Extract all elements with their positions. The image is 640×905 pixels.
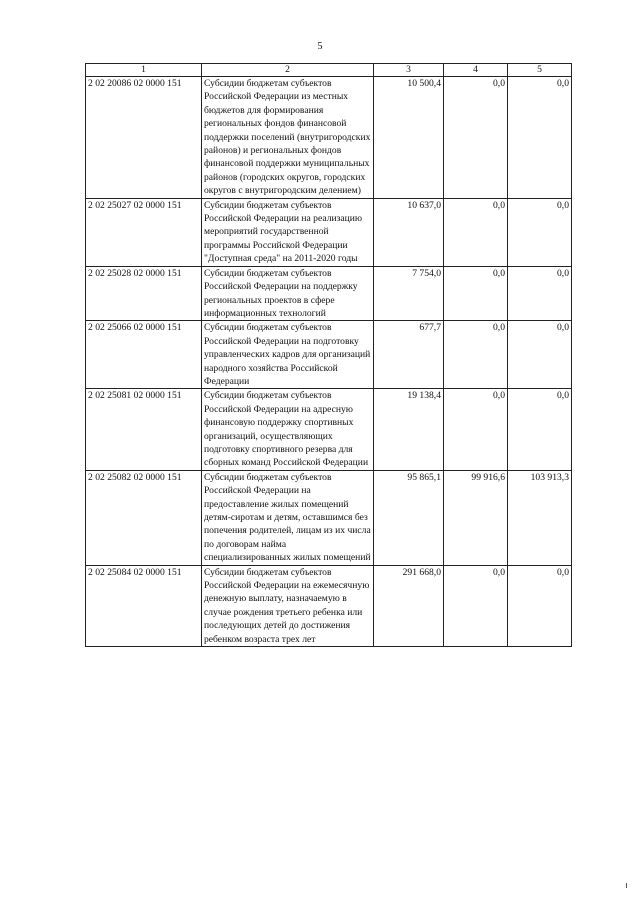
amount-col3-cell: 95 865,1 xyxy=(374,470,444,565)
scan-edge-mark xyxy=(626,883,627,888)
column-header-1: 1 xyxy=(86,64,202,77)
table-row xyxy=(86,198,572,266)
description-cell: Субсидии бюджетам субъектов Российской Федерации на подготовку управленческих кадров для организаций народного хозяйства Российской Федерации xyxy=(202,321,374,389)
amount-col5-cell: 0,0 xyxy=(508,565,572,646)
amount-col5-cell: 0,0 xyxy=(508,266,572,321)
column-header-5: 5 xyxy=(508,64,572,77)
budget-code-cell: 2 02 25028 02 0000 151 xyxy=(86,266,202,321)
table-row xyxy=(86,266,572,321)
amount-col4-cell: 0,0 xyxy=(444,389,508,470)
amount-col4-cell: 99 916,6 xyxy=(444,470,508,565)
budget-code-cell: 2 02 25084 02 0000 151 xyxy=(86,565,202,646)
amount-col4-cell: 0,0 xyxy=(444,266,508,321)
amount-col4-cell: 0,0 xyxy=(444,198,508,266)
amount-col4-cell: 0,0 xyxy=(444,321,508,389)
description-cell: Субсидии бюджетам субъектов Российской Федерации на реализацию мероприятий государственной программы Российской Федерации "Доступная среда" на 2011-2020 годы xyxy=(202,198,374,266)
table-header-row xyxy=(86,64,572,77)
description-cell: Субсидии бюджетам субъектов Российской Федерации на ежемесячную денежную выплату, назначаемую в случае рождения третьего ребенка или последующих детей до достижения ребенком возраста трех лет xyxy=(202,565,374,646)
amount-col5-cell: 0,0 xyxy=(508,198,572,266)
budget-code-cell: 2 02 25066 02 0000 151 xyxy=(86,321,202,389)
budget-code-cell: 2 02 25027 02 0000 151 xyxy=(86,198,202,266)
budget-table xyxy=(85,63,572,647)
column-header-4: 4 xyxy=(444,64,508,77)
amount-col3-cell: 677,7 xyxy=(374,321,444,389)
description-cell: Субсидии бюджетам субъектов Российской Федерации на адресную финансовую поддержку спортивных организаций, осуществляющих подготовку спортивного резерва для сборных команд Российской Федерации xyxy=(202,389,374,470)
page-number: 5 xyxy=(317,41,323,52)
amount-col3-cell: 10 637,0 xyxy=(374,198,444,266)
table-row xyxy=(86,321,572,389)
amount-col5-cell: 0,0 xyxy=(508,389,572,470)
table-row xyxy=(86,565,572,646)
amount-col4-cell: 0,0 xyxy=(444,565,508,646)
column-header-2: 2 xyxy=(202,64,374,77)
budget-code-cell: 2 02 25081 02 0000 151 xyxy=(86,389,202,470)
description-cell: Субсидии бюджетам субъектов Российской Федерации на предоставление жилых помещений детям-сиротам и детям, оставшимся без попечения родителей, лицам из их числа по договорам найма специализированных жилых помещений xyxy=(202,470,374,565)
budget-code-cell: 2 02 25082 02 0000 151 xyxy=(86,470,202,565)
table-row xyxy=(86,77,572,199)
description-cell: Субсидии бюджетам субъектов Российской Федерации на поддержку региональных проектов в сфере информационных технологий xyxy=(202,266,374,321)
amount-col3-cell: 7 754,0 xyxy=(374,266,444,321)
column-header-3: 3 xyxy=(374,64,444,77)
amount-col5-cell: 0,0 xyxy=(508,321,572,389)
budget-code-cell: 2 02 20086 02 0000 151 xyxy=(86,77,202,199)
amount-col3-cell: 19 138,4 xyxy=(374,389,444,470)
table-row xyxy=(86,470,572,565)
amount-col3-cell: 291 668,0 xyxy=(374,565,444,646)
description-cell: Субсидии бюджетам субъектов Российской Федерации из местных бюджетов для формирования региональных фондов финансовой поддержки поселений (внутригородских районов) и региональных фондов финансовой поддержки муниципальных районов (городских округов, городских округов с внутригородским делением) xyxy=(202,77,374,199)
amount-col5-cell: 103 913,3 xyxy=(508,470,572,565)
amount-col4-cell: 0,0 xyxy=(444,77,508,199)
amount-col5-cell: 0,0 xyxy=(508,77,572,199)
table-row xyxy=(86,389,572,470)
amount-col3-cell: 10 500,4 xyxy=(374,77,444,199)
